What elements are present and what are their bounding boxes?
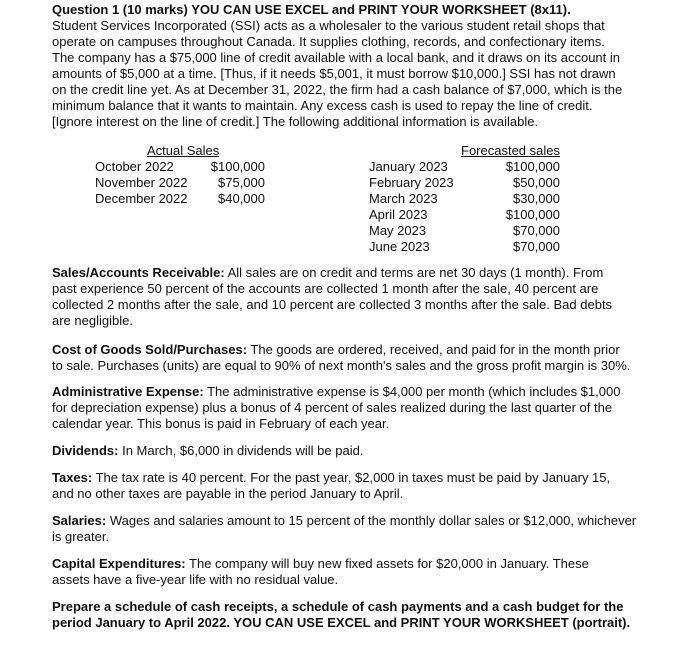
cut-off-next-line (52, 640, 172, 643)
sales-value: $50,000 (513, 175, 560, 190)
section-cogs-purchases (52, 342, 688, 374)
actual-sales-row (95, 175, 265, 191)
forecasted-sales-header: Forecasted sales (461, 143, 560, 158)
section-dividends (52, 443, 688, 459)
sales-value: $100,000 (505, 159, 560, 174)
question-title: Question 1 (10 marks) YOU CAN USE EXCEL and PRINT YOUR WORKSHEET (8x11). (52, 2, 571, 17)
sales-value: $70,000 (513, 223, 560, 238)
section-label: Salaries: (52, 513, 107, 528)
section-administrative-expense (52, 384, 688, 432)
section-prepare-instructions (52, 599, 688, 631)
section-text: The goods are ordered, received, and paid for in the month prior (247, 342, 620, 357)
instruction-text: period January to April 2022. YOU CAN USE EXCEL and PRINT YOUR WORKSHEET (portrait). (52, 615, 631, 630)
section-sales-receivable (52, 265, 688, 329)
intro-line: [Ignore interest on the line of credit.] The following additional information is available. (52, 114, 539, 129)
sales-value: $30,000 (513, 191, 560, 206)
month-label: November 2022 (95, 175, 188, 190)
forecast-row (369, 159, 560, 175)
month-label: October 2022 (95, 159, 174, 174)
sales-value: $70,000 (513, 239, 560, 254)
actual-sales-row (95, 159, 265, 175)
forecast-row (369, 191, 560, 207)
section-text: assets have a five-year life with no residual value. (52, 572, 339, 587)
question-intro (52, 2, 694, 130)
section-label: Sales/Accounts Receivable: (52, 265, 225, 280)
intro-line: amounts of $5,000 at a time. [Thus, if it needs $5,001, it must borrow $10,000.] SSI has not drawn (52, 66, 616, 81)
actual-sales-header: Actual Sales (147, 143, 220, 158)
section-label: Administrative Expense: (52, 384, 204, 399)
month-label: April 2023 (369, 207, 428, 222)
actual-sales-table (95, 143, 295, 207)
section-text: is greater. (52, 529, 110, 544)
section-text: In March, $6,000 in dividends will be paid. (118, 443, 364, 458)
section-text: All sales are on credit and terms are net 30 days (1 month). From (224, 265, 604, 280)
section-label: Capital Expenditures: (52, 556, 186, 571)
forecasted-sales-table (369, 143, 569, 255)
section-capital-expenditures (52, 556, 688, 588)
sales-value: $100,000 (210, 159, 265, 174)
forecast-row (369, 239, 560, 255)
forecast-row (369, 207, 560, 223)
month-label: May 2023 (369, 223, 427, 238)
section-text: collected 2 months after the sale, and 10 percent are collected 3 months after the sale. Bad debts (52, 297, 613, 312)
sales-value: $40,000 (218, 191, 265, 206)
section-salaries (52, 513, 688, 545)
section-text: Wages and salaries amount to 15 percent of the monthly dollar sales or $12,000, whichever (106, 513, 637, 528)
month-label: December 2022 (95, 191, 188, 206)
actual-sales-row (95, 191, 265, 207)
section-taxes (52, 470, 688, 502)
section-text: The administrative expense is $4,000 per month (which includes $1,000 (203, 384, 621, 399)
section-text: The company will buy new fixed assets for $20,000 in January. These (185, 556, 589, 571)
section-label: Dividends: (52, 443, 119, 458)
month-label: March 2023 (369, 191, 438, 206)
sales-value: $75,000 (218, 175, 265, 190)
section-label: Cost of Goods Sold/Purchases: (52, 342, 248, 357)
section-text: are negligible. (52, 313, 133, 328)
section-text: The tax rate is 40 percent. For the past year, $2,000 in taxes must be paid by January 15, (92, 470, 611, 485)
intro-line: The company has a $75,000 line of credit available with a local bank, and it draws on its account in (52, 50, 621, 65)
month-label: February 2023 (369, 175, 454, 190)
section-label: Taxes: (52, 470, 93, 485)
intro-line: operate on campuses throughout Canada. It supplies clothing, records, and confectionary items. (52, 34, 605, 49)
forecast-row (369, 175, 560, 191)
section-text: and no other taxes are payable in the period January to April. (52, 486, 404, 501)
section-text: calendar year. This bonus is paid in February of each year. (52, 416, 390, 431)
forecast-row (369, 223, 560, 239)
month-label: January 2023 (369, 159, 448, 174)
intro-line: on the credit line yet. As at December 31, 2022, the firm had a cash balance of $7,000, which is the (52, 82, 623, 97)
section-text: for depreciation expense) plus a bonus of 4 percent of sales realized during the last quarter of the (52, 400, 613, 415)
sales-value: $100,000 (505, 207, 560, 222)
instruction-text: Prepare a schedule of cash receipts, a schedule of cash payments and a cash budget for the (52, 599, 624, 614)
section-text: to sale. Purchases (units) are equal to 90% of next month's sales and the gross profit margin is 30%. (52, 358, 631, 373)
intro-line: minimum balance that it wants to maintain. Any excess cash is used to repay the line of credit. (52, 98, 593, 113)
month-label: June 2023 (369, 239, 430, 254)
section-text: past experience 50 percent of the accounts are collected 1 month after the sale, 40 percent are (52, 281, 599, 296)
intro-line: Student Services Incorporated (SSI) acts as a wholesaler to the various student retail shops that (52, 18, 605, 33)
